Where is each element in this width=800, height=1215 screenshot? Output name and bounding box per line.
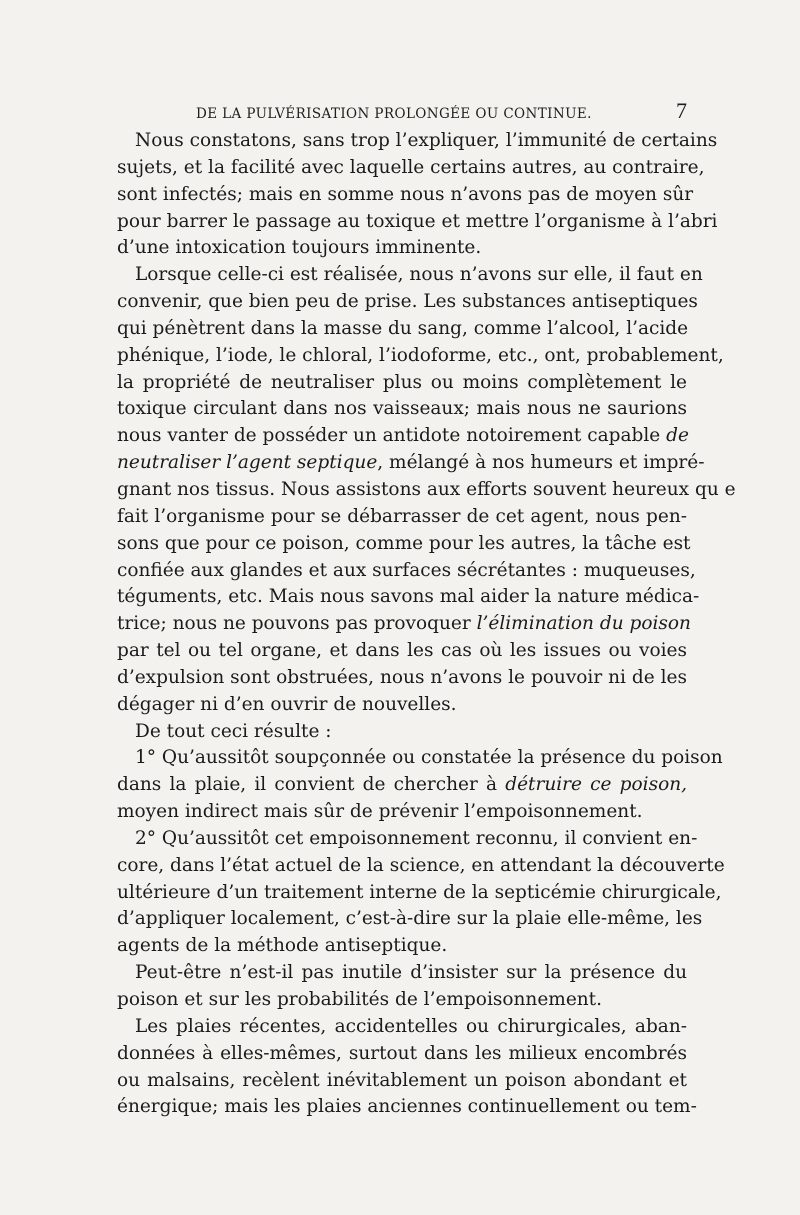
text-line: moyen indirect mais sûr de prévenir l’empoisonnement.: [117, 801, 643, 823]
text-line: par tel ou tel organe, et dans les cas où les issues ou voies: [117, 640, 687, 662]
text-line: sujets, et la facilité avec laquelle certains autres, au contraire,: [117, 156, 705, 178]
body-text: [117, 128, 736, 1121]
text-line: données à elles-mêmes, surtout dans les milieux encombrés: [117, 1042, 687, 1064]
text-line: fait l’organisme pour se débarrasser de cet agent, nous pen-: [117, 505, 687, 527]
text-line: la propriété de neutraliser plus ou moins complètement le: [117, 371, 687, 393]
text-line: d’expulsion sont obstruées, nous n’avons le pouvoir ni de les: [117, 666, 687, 688]
text-line: Lorsque celle-ci est réalisée, nous n’avons sur elle, il faut en: [135, 264, 703, 286]
text-line: neutraliser l’agent septique, mélangé à nos humeurs et impré-: [117, 452, 705, 474]
text-line: De tout ceci résulte :: [135, 720, 332, 742]
page-number: 7: [676, 98, 687, 123]
text-line: sons que pour ce poison, comme pour les autres, la tâche est: [117, 532, 691, 554]
text-line: trice; nous ne pouvons pas provoquer l’élimination du poison: [117, 613, 691, 635]
text-line: 1° Qu’aussitôt soupçonnée ou constatée la présence du poison: [135, 747, 723, 769]
text-line: téguments, etc. Mais nous savons mal aider la nature médica-: [117, 586, 700, 608]
text-line: d’appliquer localement, c’est-à-dire sur la plaie elle-même, les: [117, 908, 703, 930]
text-line: sont infectés; mais en somme nous n’avons pas de moyen sûr: [117, 183, 694, 205]
text-line: poison et sur les probabilités de l’empoisonnement.: [117, 989, 602, 1010]
text-line: dégager ni d’en ouvrir de nouvelles.: [117, 693, 457, 715]
text-line: ou malsains, recèlent inévitablement un poison abondant et: [117, 1069, 687, 1091]
text-line: dans la plaie, il convient de chercher à détruire ce poison,: [117, 774, 687, 796]
text-line: 2° Qu’aussitôt cet empoisonnement reconnu, il convient en-: [135, 827, 698, 849]
running-head: [117, 98, 687, 128]
text-line: ultérieure d’un traitement interne de la septicémie chirurgicale,: [117, 881, 722, 903]
text-line: convenir, que bien peu de prise. Les substances antiseptiques: [117, 291, 698, 313]
text-line: Peut-être n’est-il pas inutile d’insister sur la présence du: [135, 962, 687, 984]
text-line: nous vanter de posséder un antidote notoirement capable de: [117, 425, 689, 447]
text-line: toxique circulant dans nos vaisseaux; mais nous ne saurions: [117, 398, 687, 420]
text-line: pour barrer le passage au toxique et mettre l’organisme à l’abri: [117, 210, 718, 232]
text-line: qui pénètrent dans la masse du sang, comme l’alcool, l’acide: [117, 317, 689, 339]
text-line: gnant nos tissus. Nous assistons aux efforts souvent heureux qu e: [117, 478, 736, 500]
text-line: core, dans l’état actuel de la science, en attendant la découverte: [117, 854, 725, 876]
text-line: Nous constatons, sans trop l’expliquer, l’immunité de certains: [135, 130, 718, 151]
running-title: DE LA PULVÉRISATION PROLONGÉE OU CONTINUE.: [196, 106, 592, 122]
text-line: énergique; mais les plaies anciennes continuellement ou tem-: [117, 1096, 697, 1118]
text-line: d’une intoxication toujours imminente.: [117, 237, 482, 259]
text-line: Les plaies récentes, accidentelles ou chirurgicales, aban-: [135, 1015, 687, 1037]
text-line: phénique, l’iode, le chloral, l’iodoforme, etc., ont, probablement,: [117, 344, 724, 366]
text-line: agents de la méthode antiseptique.: [117, 935, 448, 957]
text-line: confiée aux glandes et aux surfaces sécrétantes : muqueuses,: [117, 559, 696, 581]
